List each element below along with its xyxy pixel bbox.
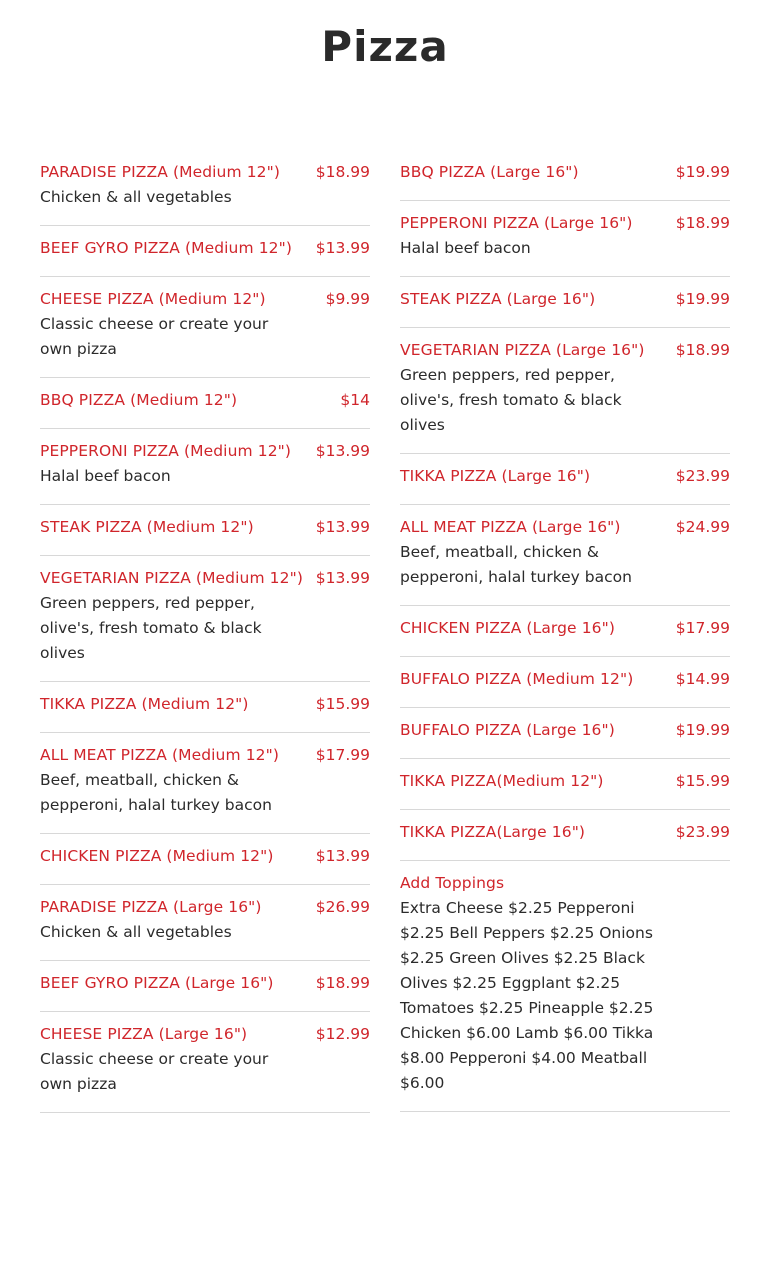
item-price: $18.99 [675, 341, 730, 359]
item-name: BBQ PIZZA (Large 16") [400, 163, 579, 181]
item-price: $9.99 [325, 290, 370, 308]
item-name: BEEF GYRO PIZZA (Medium 12") [40, 239, 293, 257]
menu-item [40, 885, 370, 961]
item-price: $18.99 [315, 163, 370, 181]
item-price: $17.99 [675, 619, 730, 637]
item-name: STEAK PIZZA (Medium 12") [40, 518, 254, 536]
item-name: CHICKEN PIZZA (Large 16") [400, 619, 616, 637]
item-price: $13.99 [315, 518, 370, 536]
item-description: Halal beef bacon [400, 239, 531, 257]
menu-item [400, 328, 730, 454]
item-description: Classic cheese or create your own pizza [40, 1050, 269, 1093]
item-name: TIKKA PIZZA(Large 16") [400, 823, 586, 841]
menu-item [40, 961, 370, 1012]
item-description: Classic cheese or create your own pizza [40, 315, 269, 358]
item-price: $23.99 [675, 467, 730, 485]
menu-item [400, 277, 730, 328]
item-price: $19.99 [675, 163, 730, 181]
toppings-section [400, 861, 730, 1112]
item-description: Beef, meatball, chicken & pepperoni, halal turkey bacon [40, 771, 272, 814]
menu-item [40, 733, 370, 834]
item-price: $18.99 [315, 974, 370, 992]
item-name: ALL MEAT PIZZA (Large 16") [400, 518, 621, 536]
item-price: $17.99 [315, 746, 370, 764]
item-name: PARADISE PIZZA (Medium 12") [40, 163, 281, 181]
menu-item [40, 556, 370, 682]
item-name: VEGETARIAN PIZZA (Large 16") [400, 341, 645, 359]
item-name: TIKKA PIZZA (Large 16") [400, 467, 591, 485]
item-price: $13.99 [315, 442, 370, 460]
item-name: BEEF GYRO PIZZA (Large 16") [40, 974, 274, 992]
menu-item [40, 834, 370, 885]
item-description: Beef, meatball, chicken & pepperoni, halal turkey bacon [400, 543, 632, 586]
item-name: CHEESE PIZZA (Large 16") [40, 1025, 248, 1043]
menu-item [40, 1012, 370, 1113]
menu-item [40, 150, 370, 226]
menu-item [400, 454, 730, 505]
item-name: CHEESE PIZZA (Medium 12") [40, 290, 266, 308]
menu-item [400, 150, 730, 201]
item-price: $14.99 [675, 670, 730, 688]
item-name: VEGETARIAN PIZZA (Medium 12") [40, 569, 303, 587]
item-price: $13.99 [315, 847, 370, 865]
item-name: ALL MEAT PIZZA (Medium 12") [40, 746, 279, 764]
item-name: STEAK PIZZA (Large 16") [400, 290, 596, 308]
menu-item [400, 606, 730, 657]
item-description: Green peppers, red pepper, olive's, fresh tomato & black olives [400, 366, 622, 434]
menu-item [40, 378, 370, 429]
menu-item [40, 226, 370, 277]
item-price: $13.99 [315, 569, 370, 587]
toppings-description: Extra Cheese $2.25 Pepperoni $2.25 Bell Peppers $2.25 Onions $2.25 Green Olives $2.25 Black Olives $2.25 Eggplant $2.25 Tomatoes $2.25 Pineapple $2.25 Chicken $6.00 Lamb $6.00 Tikka $8.00 Pepperoni $4.00 Meatball $6.00 [400, 899, 654, 1092]
item-description: Halal beef bacon [40, 467, 171, 485]
menu-item [40, 277, 370, 378]
item-name: BUFFALO PIZZA (Large 16") [400, 721, 615, 739]
item-description: Chicken & all vegetables [40, 923, 232, 941]
item-description: Green peppers, red pepper, olive's, fresh tomato & black olives [40, 594, 262, 662]
toppings-title: Add Toppings [400, 874, 505, 892]
item-name: CHICKEN PIZZA (Medium 12") [40, 847, 274, 865]
menu-item [400, 505, 730, 606]
menu-column-left [40, 150, 370, 1113]
item-name: TIKKA PIZZA (Medium 12") [40, 695, 249, 713]
menu-item [40, 682, 370, 733]
item-price: $12.99 [315, 1025, 370, 1043]
menu-item [40, 505, 370, 556]
item-name: TIKKA PIZZA(Medium 12") [400, 772, 604, 790]
item-price: $15.99 [675, 772, 730, 790]
item-price: $14 [340, 391, 370, 409]
item-name: BBQ PIZZA (Medium 12") [40, 391, 238, 409]
item-price: $26.99 [315, 898, 370, 916]
menu-item [400, 810, 730, 861]
menu-item [400, 708, 730, 759]
menu-item [400, 759, 730, 810]
item-price: $24.99 [675, 518, 730, 536]
item-price: $18.99 [675, 214, 730, 232]
item-price: $19.99 [675, 721, 730, 739]
item-name: BUFFALO PIZZA (Medium 12") [400, 670, 634, 688]
menu-item [400, 201, 730, 277]
menu-column-right [400, 150, 730, 1112]
item-name: PEPPERONI PIZZA (Large 16") [400, 214, 633, 232]
item-price: $15.99 [315, 695, 370, 713]
menu-item [40, 429, 370, 505]
page-title: Pizza [321, 22, 449, 71]
item-description: Chicken & all vegetables [40, 188, 232, 206]
menu-item [400, 657, 730, 708]
item-price: $13.99 [315, 239, 370, 257]
item-price: $23.99 [675, 823, 730, 841]
item-price: $19.99 [675, 290, 730, 308]
item-name: PEPPERONI PIZZA (Medium 12") [40, 442, 292, 460]
item-name: PARADISE PIZZA (Large 16") [40, 898, 262, 916]
